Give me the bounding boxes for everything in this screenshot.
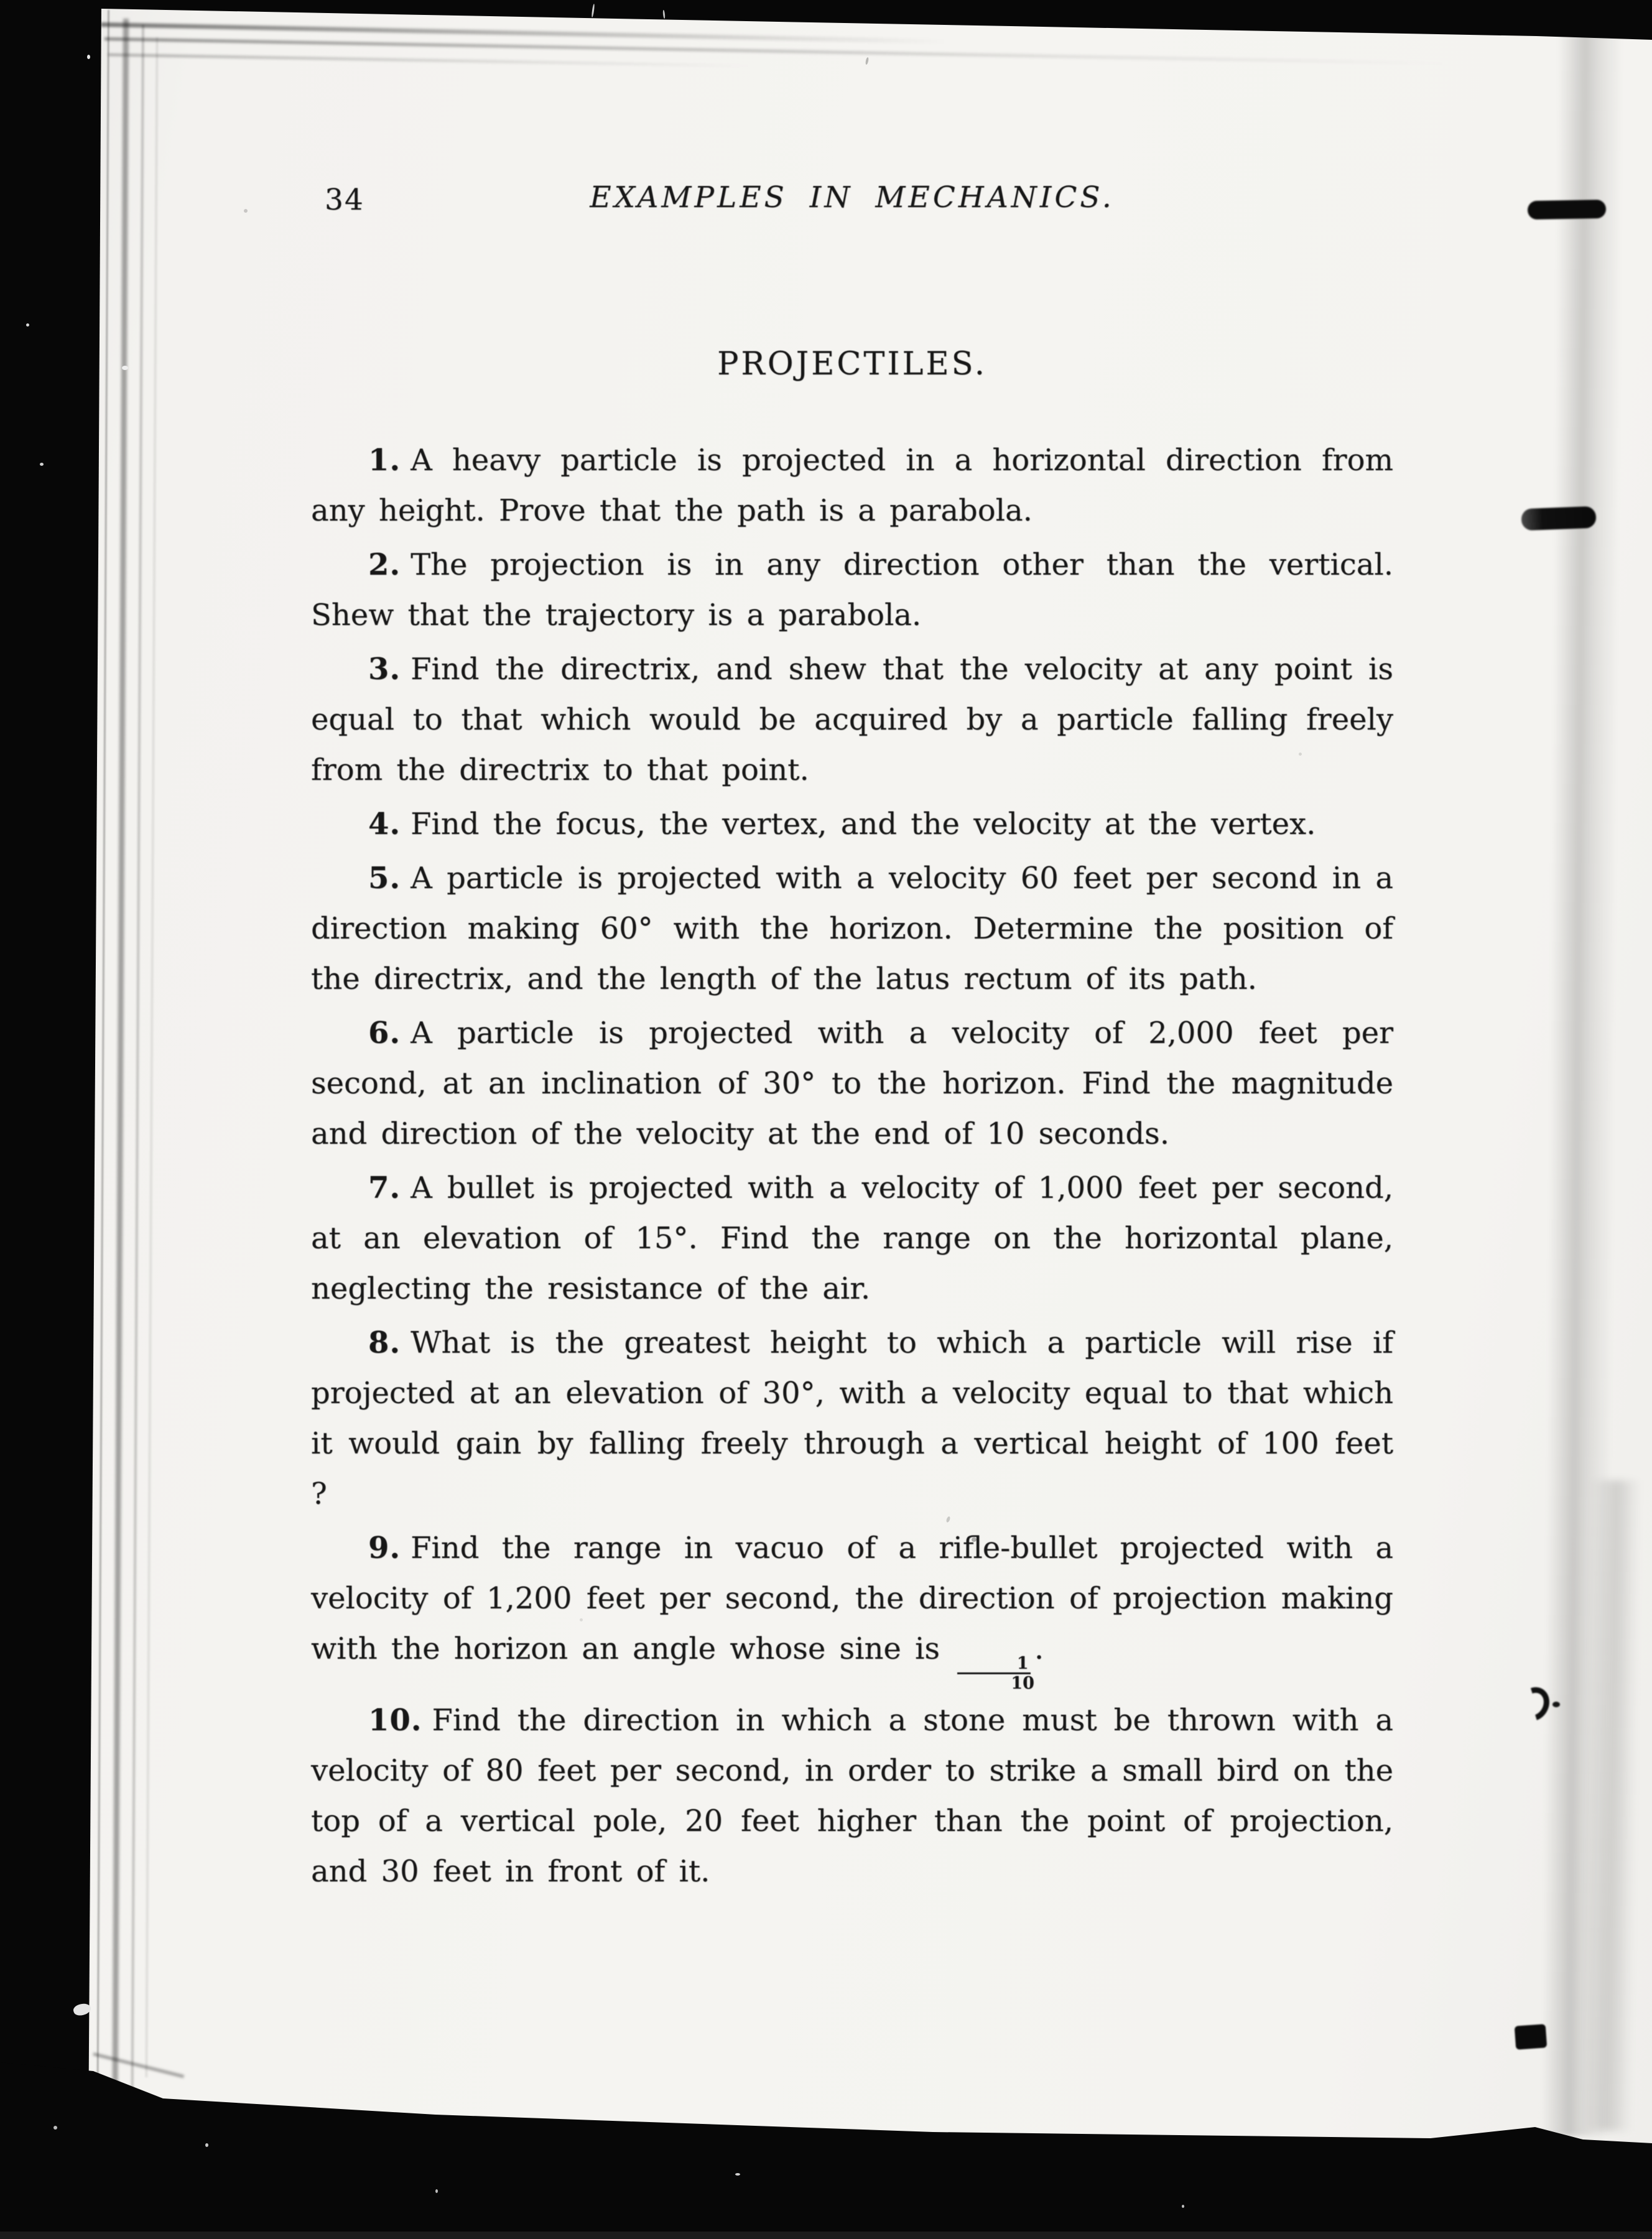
- problem-number: 8.: [368, 1325, 401, 1360]
- dust-speck: [122, 366, 128, 370]
- paper-speck: [580, 1618, 583, 1621]
- problem-text: Find the directrix, and shew that the velocity at any point is equal to that which would be acquired by a particle falling freely from the directrix to that point.: [311, 652, 1393, 787]
- problem-number: 2.: [368, 547, 401, 582]
- dust-speck: [53, 2126, 57, 2130]
- problem-number: 5.: [368, 861, 401, 896]
- problem-10: [311, 1695, 1393, 1897]
- section-heading: PROJECTILES.: [717, 346, 987, 382]
- problem-3: [311, 644, 1393, 795]
- problem-number: 9.: [368, 1531, 401, 1565]
- problem-text: The projection is in any direction other than the vertical. Shew that the trajectory is a parabola.: [311, 547, 1393, 633]
- problem-2: [311, 540, 1393, 641]
- fraction-numerator: 1: [957, 1655, 1031, 1674]
- binding-mark: [1521, 506, 1596, 531]
- problem-text: Find the direction in which a stone must be thrown with a velocity of 80 feet per second, in order to strike a small bird on the top of a vertical pole, 20 feet higher than the point of projection, and 30 feet in front of it.: [311, 1703, 1393, 1889]
- problem-text: A particle is projected with a velocity of 2,000 feet per second, at an inclination of 30° to the horizon. Find the magnitude and direction of the velocity at the end of 10 seconds.: [311, 1016, 1393, 1151]
- page-number: 34: [325, 183, 364, 217]
- problem-number: 7.: [368, 1170, 401, 1205]
- problem-text: A bullet is projected with a velocity of 1,000 feet per second, at an elevation of 15°. Find the range on the horizontal plane, neglecting the resistance of the air.: [311, 1170, 1393, 1306]
- problem-1: [311, 435, 1393, 536]
- problem-text: What is the greatest height to which a particle will rise if projected at an elevation of 30°, with a velocity equal to that which it would gain by falling freely through a vertical height of 100 feet ?: [311, 1325, 1393, 1511]
- ink-speck: [1552, 1702, 1560, 1707]
- problem-5: [311, 853, 1393, 1004]
- running-title: EXAMPLES IN MECHANICS.: [590, 180, 1115, 215]
- paper-speck: [1299, 753, 1302, 756]
- problem-number: 4.: [368, 807, 401, 841]
- binding-mark: [1528, 200, 1607, 220]
- problem-8: [311, 1318, 1393, 1519]
- dust-speck: [1182, 2205, 1184, 2208]
- scan-edge-line: [0, 2232, 1652, 2239]
- problem-number: 1.: [368, 443, 401, 478]
- paper-speck: [972, 1537, 977, 1542]
- dust-speck: [435, 2189, 438, 2193]
- problem-text: Find the range in vacuo of a rifle-bullet projected with a velocity of 1,200 feet per second, the direction of projection making with the horizon an angle whose sine is: [311, 1531, 1393, 1666]
- problem-number: 3.: [368, 652, 401, 687]
- dust-speck: [735, 2173, 740, 2176]
- ink-mark: [1515, 2024, 1548, 2049]
- fraction-one-tenth: [954, 1655, 1034, 1692]
- problem-text: Find the focus, the vertex, and the velocity at the vertex.: [411, 807, 1316, 841]
- fraction-denominator: 10: [1011, 1674, 1034, 1693]
- problem-7: [311, 1163, 1393, 1314]
- dust-speck: [26, 323, 29, 327]
- dust-speck: [40, 463, 44, 466]
- problem-text: .: [1034, 1631, 1044, 1666]
- dust-speck: [87, 55, 90, 59]
- problem-6: [311, 1008, 1393, 1159]
- problem-text: A particle is projected with a velocity 60 feet per second in a direction making 60° with the horizon. Determine the position of the directrix, and the length of the latus rectum of its path.: [311, 861, 1393, 996]
- problem-text: A heavy particle is projected in a horizontal direction from any height. Prove that the path is a parabola.: [311, 443, 1393, 528]
- paper-speck: [244, 209, 248, 213]
- dust-speck: [205, 2143, 208, 2147]
- problem-9: [311, 1523, 1393, 1692]
- problems-list: [311, 435, 1393, 1901]
- problem-4: [311, 799, 1393, 850]
- problem-number: 6.: [368, 1016, 401, 1050]
- problem-number: 10.: [368, 1703, 422, 1738]
